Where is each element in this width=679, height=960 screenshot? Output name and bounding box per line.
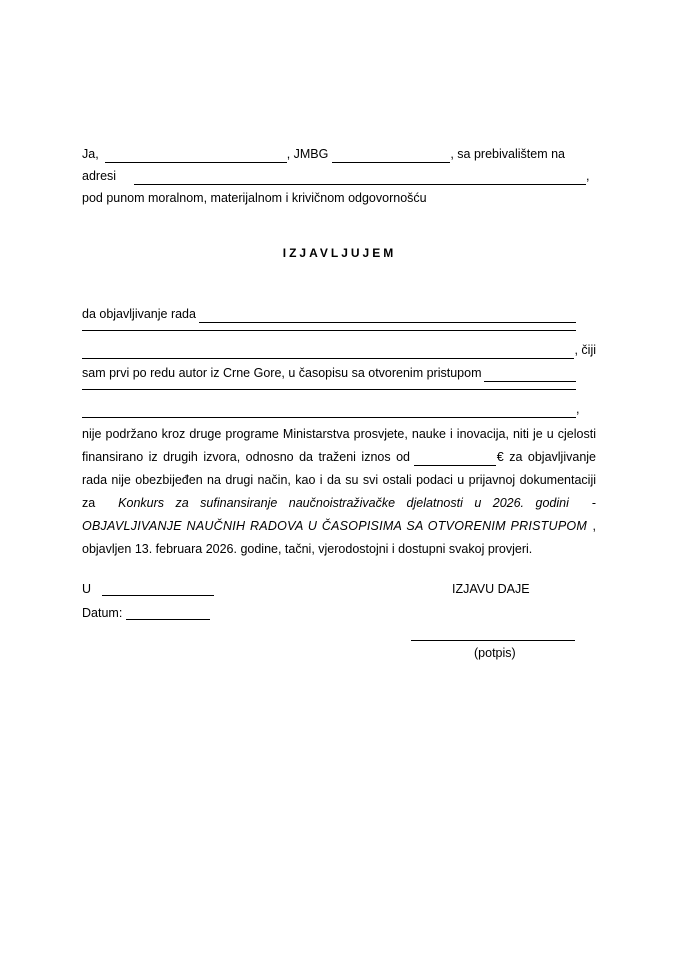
body-line-6: objavljen 13. februara 2026. godine, tačni, vjerodostojni i dostupni svakoj provjeri.: [82, 542, 533, 556]
rad-title-field-1[interactable]: [199, 310, 576, 323]
datum-label: Datum:: [82, 606, 123, 620]
page-title: IZJAVLJUJEM: [282, 246, 397, 260]
prebivaliste-label: , sa prebivalištem na: [450, 147, 565, 161]
rad-title-field-2[interactable]: [82, 330, 576, 331]
izjavu-daje-label: IZJAVU DAJE: [452, 582, 530, 596]
rad-title-field-3[interactable]: [82, 346, 574, 359]
body-line-3: rada nije obezbijeđen na drugi način, kao i da su svi ostali podaci u prijavnoj dokumentaciji: [82, 473, 596, 487]
name-jmbg-line: [82, 145, 596, 163]
body-line-2a: finansirano iz drugih izvora, odnosno da traženi iznos od: [82, 450, 410, 464]
journal-line-3: [82, 400, 596, 418]
responsibility-text: pod punom moralnom, materijalnom i krivičnom odgovornošću: [82, 191, 427, 205]
journal-comma: ,: [576, 402, 580, 416]
journal-field-1[interactable]: [484, 369, 576, 382]
journal-field-2[interactable]: [82, 389, 576, 390]
address-line: [82, 167, 596, 185]
body-line-2: [82, 448, 596, 466]
date-field[interactable]: [126, 607, 210, 620]
rad-line-3: [82, 341, 596, 359]
ja-label: Ja,: [82, 147, 99, 161]
ciji-label: , čiji: [574, 343, 596, 357]
journal-line-1: [82, 364, 576, 382]
konkurs-title: Konkurs za sufinansiranje naučnoistraživačke djelatnosti u 2026. godini: [118, 496, 569, 510]
signature-field[interactable]: [411, 640, 575, 641]
rad-line-1: [82, 305, 576, 323]
prvi-autor-text: sam prvi po redu autor iz Crne Gore, u časopisu sa otvorenim pristupom: [82, 366, 482, 380]
address-comma: ,: [586, 169, 590, 183]
place-line: [82, 582, 214, 596]
dash: -: [591, 496, 596, 510]
address-field[interactable]: [134, 172, 586, 185]
potpis-label: (potpis): [474, 646, 516, 660]
za-label: za: [82, 496, 96, 510]
body-line-1: nije podržano kroz druge programe Ministarstva prosvjete, nauke i inovacija, niti je u cjelosti: [82, 427, 596, 441]
jmbg-label: , JMBG: [286, 147, 329, 161]
journal-field-3[interactable]: [82, 405, 576, 418]
body-line-2b: € za objavljivanje: [496, 450, 596, 464]
u-label: U: [82, 582, 92, 596]
program-title: OBJAVLJIVANJE NAUČNIH RADOVA U ČASOPISIMA SA OTVORENIM PRISTUPOM: [82, 519, 588, 533]
place-field[interactable]: [102, 583, 214, 596]
date-line: [82, 606, 210, 620]
body-line-5: [82, 517, 596, 535]
amount-field[interactable]: [414, 453, 496, 466]
name-field[interactable]: [105, 150, 287, 163]
adresi-label: adresi: [82, 169, 117, 183]
objavljivanje-label: da objavljivanje rada: [82, 307, 196, 321]
body-line-4: [82, 494, 596, 512]
jmbg-field[interactable]: [332, 150, 450, 163]
program-comma: ,: [592, 519, 596, 533]
